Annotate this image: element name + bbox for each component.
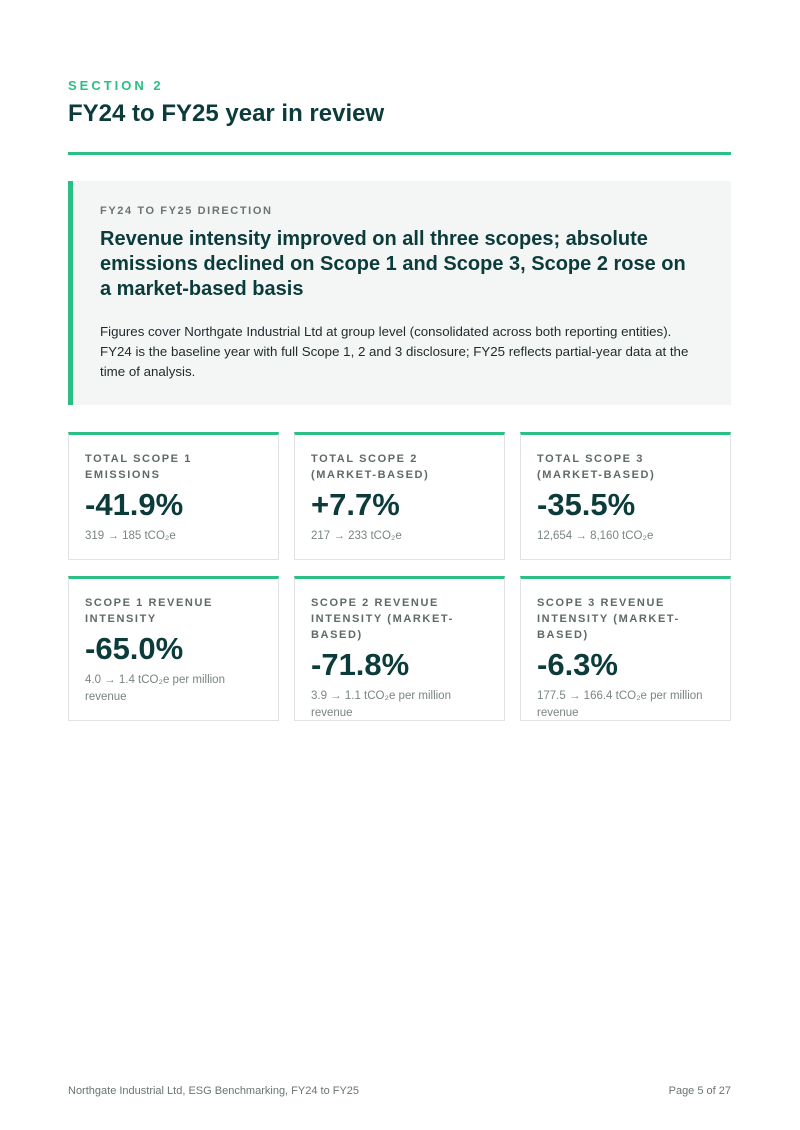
kpi-label: SCOPE 2 REVENUE INTENSITY (MARKET-BASED): [311, 597, 454, 641]
kpi-label: SCOPE 1 REVENUE INTENSITY: [85, 597, 213, 625]
kpi-detail: 3.9 → 1.1 tCO₂e per million revenue: [311, 690, 451, 719]
kpi-label: TOTAL SCOPE 3 (MARKET-BASED): [537, 453, 656, 481]
kpi-value: -71.8%: [311, 647, 410, 682]
kpi-detail: 177.5 → 166.4 tCO₂e per million revenue: [537, 690, 703, 719]
kpi-detail: 217 → 233 tCO₂e: [311, 530, 402, 542]
kpi-value: -35.5%: [537, 487, 636, 522]
kpi-card-scope2-total: [294, 432, 505, 560]
kpi-value: -65.0%: [85, 631, 184, 666]
kpi-label: TOTAL SCOPE 1 EMISSIONS: [85, 453, 192, 481]
callout-heading: Revenue intensity improved on all three scopes; absolute emissions declined on Scope 1 and Scope 3, Scope 2 rose on a market-based basis: [100, 228, 686, 300]
callout-body: Figures cover Northgate Industrial Ltd at group level (consolidated across both reporting entities). FY24 is the baseline year with full Scope 1, 2 and 3 disclosure; FY25 reflects partial-year data at the time of analysis.: [100, 324, 689, 379]
kpi-card-scope3-total: [520, 432, 731, 560]
kpi-value: -6.3%: [537, 647, 618, 682]
kpi-card-scope1-intensity: [68, 576, 279, 721]
kpi-card-scope2-intensity: [294, 576, 505, 721]
kpi-detail: 12,654 → 8,160 tCO₂e: [537, 530, 654, 542]
kpi-detail: 319 → 185 tCO₂e: [85, 530, 176, 542]
kpi-card-scope1-total: [68, 432, 279, 560]
kpi-detail: 4.0 → 1.4 tCO₂e per million revenue: [85, 674, 225, 703]
kpi-value: -41.9%: [85, 487, 184, 522]
footer-page-number: Page 5 of 27: [668, 1085, 731, 1097]
section-label: SECTION 2: [68, 78, 164, 93]
title-divider: [68, 152, 731, 155]
kpi-card-scope3-intensity: [520, 576, 731, 721]
callout-eyebrow: FY24 TO FY25 DIRECTION: [100, 205, 273, 217]
direction-callout: [68, 181, 731, 405]
footer-document-title: Northgate Industrial Ltd, ESG Benchmarking, FY24 to FY25: [68, 1085, 360, 1097]
kpi-label: TOTAL SCOPE 2 (MARKET-BASED): [311, 453, 430, 481]
page-title: FY24 to FY25 year in review: [68, 100, 385, 127]
kpi-label: SCOPE 3 REVENUE INTENSITY (MARKET-BASED): [537, 597, 680, 641]
kpi-value: +7.7%: [311, 487, 400, 522]
